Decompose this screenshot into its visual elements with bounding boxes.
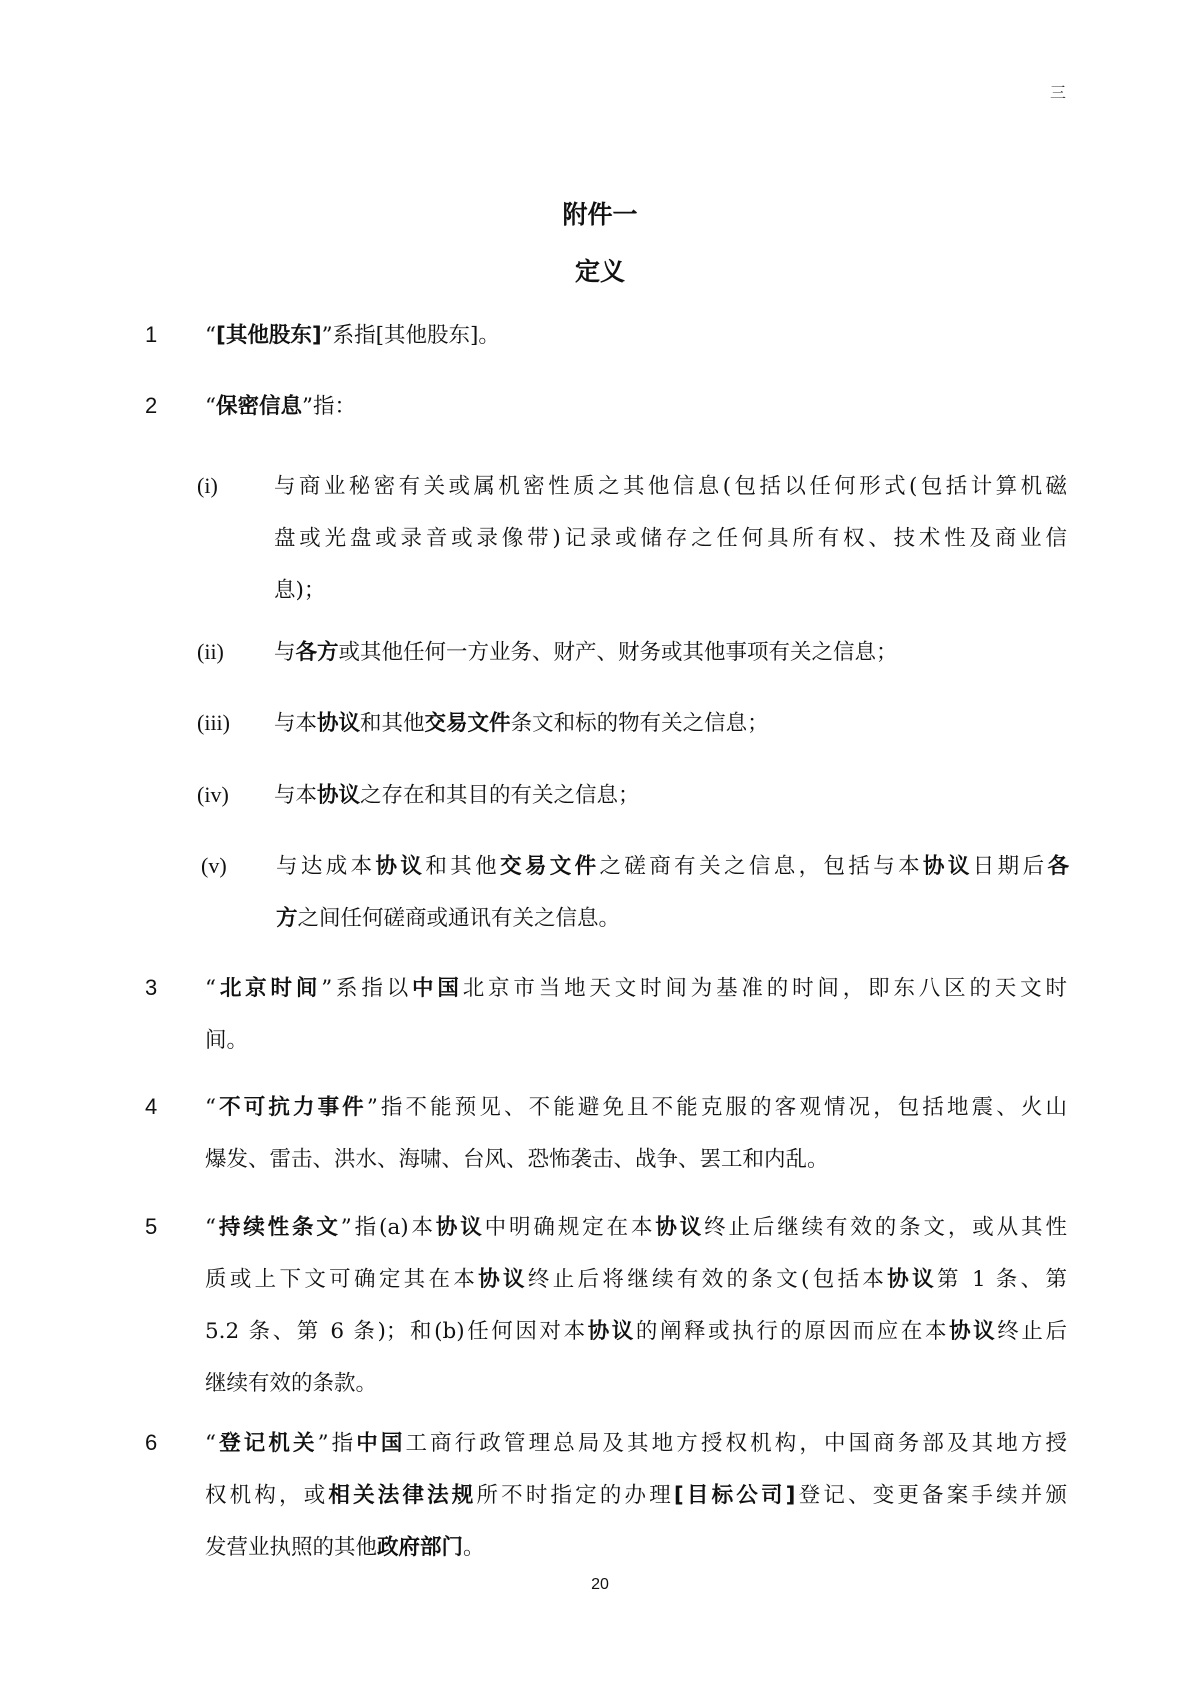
text-line (205, 1306, 1067, 1358)
text-line (205, 963, 1067, 1015)
text-run: 之存在和其目的有关之信息； (360, 783, 640, 808)
text-run: 质或上下文可确定其在本 (205, 1267, 479, 1292)
defined-term: 各方 (295, 640, 339, 665)
defined-term: 协议 (478, 1267, 528, 1292)
text-line (274, 770, 1067, 822)
defined-term: [其他股东] (216, 323, 322, 348)
text-run: “ (205, 323, 216, 348)
text-line (205, 381, 1067, 433)
definition-text (205, 1202, 1067, 1410)
text-line (205, 1470, 1067, 1522)
text-line (205, 1134, 1067, 1186)
text-run: 之间任何磋商或通讯有关之信息。 (297, 906, 621, 931)
text-run: 北京市当地天文时间为基准的时间，即东八区的天文时 (462, 976, 1067, 1001)
definition-text (205, 963, 1067, 1067)
text-run: 盘或光盘或录音或录像带)记录或储存之任何具所有权、技术性及商业信 (274, 526, 1067, 551)
text-run: ”指 (317, 1431, 357, 1456)
text-run: 权机构，或 (205, 1483, 329, 1508)
corner-mark: 三 (1050, 83, 1067, 102)
page-number: 20 (591, 1576, 609, 1593)
text-run: 间。 (205, 1028, 249, 1053)
text-run: “ (205, 1431, 216, 1456)
text-run: 中明确规定在本 (484, 1215, 656, 1240)
defined-term: 相关法律法规 (328, 1483, 477, 1508)
sub-item-text (274, 627, 1067, 679)
defined-term: 方 (276, 906, 298, 931)
text-run: 的阐释或执行的原因而应在本 (635, 1319, 950, 1344)
defined-term: [目标公司] (673, 1483, 796, 1508)
sub-item-text (276, 841, 1069, 945)
text-run: 或其他任何一方业务、财产、财务或其他事项有关之信息； (338, 640, 898, 665)
sub-item-number: (iii) (197, 710, 230, 735)
defined-term: 中国 (412, 976, 463, 1001)
text-line (205, 1015, 1067, 1067)
text-line (276, 841, 1069, 893)
text-run: 终止后将继续有效的条文(包括本 (527, 1267, 888, 1292)
definition-text (205, 1082, 1067, 1186)
sub-item-number: (v) (201, 853, 227, 878)
sub-item-number: (iv) (197, 782, 229, 807)
defined-term: 不可抗力事件 (216, 1095, 367, 1120)
text-line (205, 1358, 1067, 1410)
text-line (274, 698, 1067, 750)
text-line (205, 310, 1067, 362)
text-run: 5.2 条、第 6 条)；和(b)任何因对本 (205, 1319, 588, 1344)
defined-term: 协议 (435, 1215, 485, 1240)
defined-term: 持续性条文 (216, 1215, 341, 1240)
text-line (205, 1254, 1067, 1306)
text-run: 与本 (274, 711, 318, 736)
defined-term: 协议 (375, 854, 426, 879)
defined-term: 北京时间 (216, 976, 322, 1001)
text-run: 条文和标的物有关之信息； (510, 711, 769, 736)
text-run: 息)； (274, 578, 326, 603)
text-run: 继续有效的条款。 (205, 1371, 378, 1396)
sub-item-text (274, 770, 1067, 822)
text-run: “ (205, 394, 216, 419)
text-run: 第 1 条、第 (936, 1267, 1067, 1292)
item-number: 5 (145, 1214, 158, 1239)
document-subtitle: 定义 (574, 257, 625, 286)
text-run: 爆发、雷击、洪水、海啸、台风、恐怖袭击、战争、罢工和内乱。 (205, 1147, 829, 1172)
text-run: ”系指[其他股东]。 (321, 323, 500, 348)
sub-item-text (274, 461, 1067, 617)
definition-text (205, 310, 1067, 362)
defined-term: 交易文件 (424, 711, 511, 736)
text-line (274, 461, 1067, 513)
text-line (205, 1418, 1067, 1470)
defined-term: 协议 (887, 1267, 937, 1292)
definition-text (205, 381, 1067, 433)
item-number: 3 (145, 975, 158, 1000)
defined-term: 协议 (317, 783, 361, 808)
text-line (205, 1202, 1067, 1254)
text-run: 终止后继续有效的条文，或从其性 (704, 1215, 1067, 1240)
text-run: “ (205, 1215, 216, 1240)
defined-term: 协议 (949, 1319, 998, 1344)
defined-term: 各 (1047, 854, 1069, 879)
text-run: 。 (463, 1535, 485, 1560)
text-run: 终止后 (997, 1319, 1067, 1344)
defined-term: 政府部门 (377, 1535, 464, 1560)
item-number: 1 (145, 322, 158, 347)
text-run: 与 (274, 640, 296, 665)
text-run: “ (205, 1095, 216, 1120)
defined-term: 协议 (923, 854, 973, 879)
sub-item-number: (ii) (197, 639, 224, 664)
defined-term: 协议 (587, 1319, 636, 1344)
item-number: 2 (145, 393, 158, 418)
text-run: 日期后 (972, 854, 1048, 879)
text-run: 所不时指定的办理 (476, 1483, 674, 1508)
text-run: 和其他 (360, 711, 425, 736)
text-line (274, 627, 1067, 679)
text-run: ”指(a)本 (340, 1215, 436, 1240)
text-run: ”指： (302, 394, 357, 419)
text-line (274, 565, 1067, 617)
text-run: ”系指以 (321, 976, 413, 1001)
text-run: 登记、变更备案手续并颁 (795, 1483, 1067, 1508)
item-number: 4 (145, 1094, 158, 1119)
defined-term: 交易文件 (499, 854, 600, 879)
defined-term: 保密信息 (216, 394, 303, 419)
text-run: ”指不能预见、不能避免且不能克服的客观情况，包括地震、火山 (366, 1095, 1067, 1120)
defined-term: 中国 (356, 1431, 406, 1456)
text-run: 和其他 (425, 854, 500, 879)
text-line (205, 1082, 1067, 1134)
text-run: “ (205, 976, 216, 1001)
definition-text (205, 1418, 1067, 1574)
sub-item-number: (i) (197, 473, 218, 498)
text-run: 与商业秘密有关或属机密性质之其他信息(包括以任何形式(包括计算机磁 (274, 474, 1067, 499)
text-run: 之磋商有关之信息，包括与本 (599, 854, 924, 879)
defined-term: 协议 (655, 1215, 705, 1240)
defined-term: 登记机关 (216, 1431, 318, 1456)
defined-term: 协议 (317, 711, 361, 736)
text-run: 与本 (274, 783, 318, 808)
text-line (274, 513, 1067, 565)
document-title: 附件一 (562, 200, 638, 229)
text-line (276, 893, 1069, 945)
text-run: 与达成本 (276, 854, 376, 879)
text-run: 发营业执照的其他 (205, 1535, 378, 1560)
text-line (205, 1522, 1067, 1574)
sub-item-text (274, 698, 1067, 750)
item-number: 6 (145, 1430, 158, 1455)
text-run: 工商行政管理总局及其地方授权机构，中国商务部及其地方授 (405, 1431, 1067, 1456)
